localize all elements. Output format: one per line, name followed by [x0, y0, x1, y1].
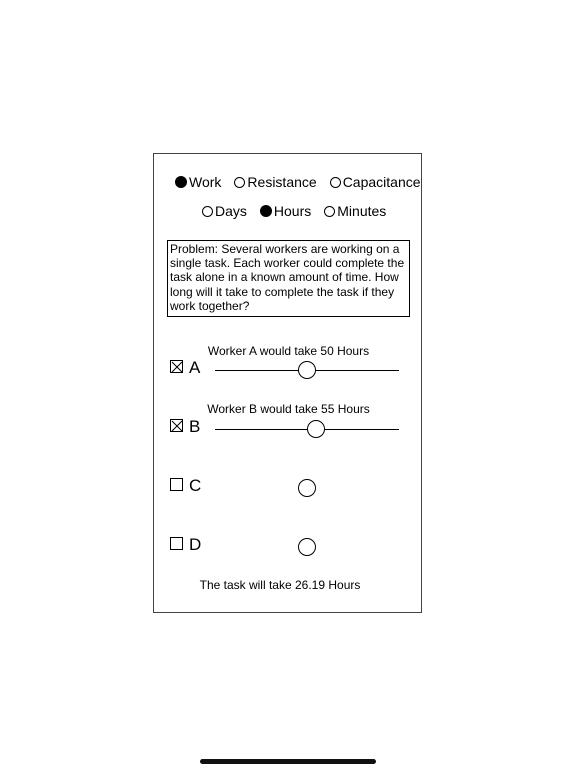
problem-description: Problem: Several workers are working on a single task. Each worker could complete the task alone in a known amount of time. How long will it take to complete the task if they work together? [167, 240, 410, 317]
unit-group [202, 203, 386, 219]
radio-label: Capacitance [342, 174, 421, 190]
worker-a-slider-thumb[interactable] [298, 361, 316, 379]
checkbox-cross-icon [171, 361, 184, 374]
radio-label: Minutes [337, 203, 387, 219]
radio-selected-icon [175, 176, 187, 188]
radio-selected-icon [260, 205, 272, 217]
worker-c-slider-thumb[interactable] [298, 479, 316, 497]
radio-unselected-icon [330, 177, 341, 188]
work-problem-panel [153, 153, 422, 613]
radio-label: Hours [273, 203, 312, 219]
radio-unselected-icon [324, 206, 335, 217]
radio-unselected-icon [202, 206, 213, 217]
worker-b-caption: Worker B would take 55 Hours [207, 402, 370, 416]
radio-resistance[interactable] [234, 174, 316, 190]
radio-label: Resistance [247, 174, 317, 190]
worker-c-label: C [189, 476, 202, 495]
checkbox-cross-icon [171, 420, 184, 433]
worker-d-checkbox[interactable] [170, 537, 183, 550]
worker-a-checkbox[interactable] [170, 360, 183, 373]
worker-b-checkbox[interactable] [170, 419, 183, 432]
radio-capacitance[interactable] [330, 174, 421, 190]
home-indicator[interactable] [200, 759, 376, 764]
worker-c-checkbox[interactable] [170, 478, 183, 491]
radio-minutes[interactable] [324, 203, 386, 219]
radio-label: Work [189, 174, 222, 190]
radio-label: Days [215, 203, 247, 219]
worker-a-label: A [189, 358, 201, 377]
result-text: The task will take 26.19 Hours [199, 578, 361, 592]
radio-days[interactable] [202, 203, 247, 219]
worker-a-caption: Worker A would take 50 Hours [207, 344, 370, 358]
worker-b-label: B [189, 417, 201, 436]
radio-unselected-icon [234, 177, 245, 188]
worker-d-label: D [189, 535, 202, 554]
worker-b-slider-thumb[interactable] [307, 420, 325, 438]
radio-hours[interactable] [260, 203, 311, 219]
problem-type-group [175, 174, 421, 190]
radio-work[interactable] [175, 174, 221, 190]
worker-d-slider-thumb[interactable] [298, 538, 316, 556]
